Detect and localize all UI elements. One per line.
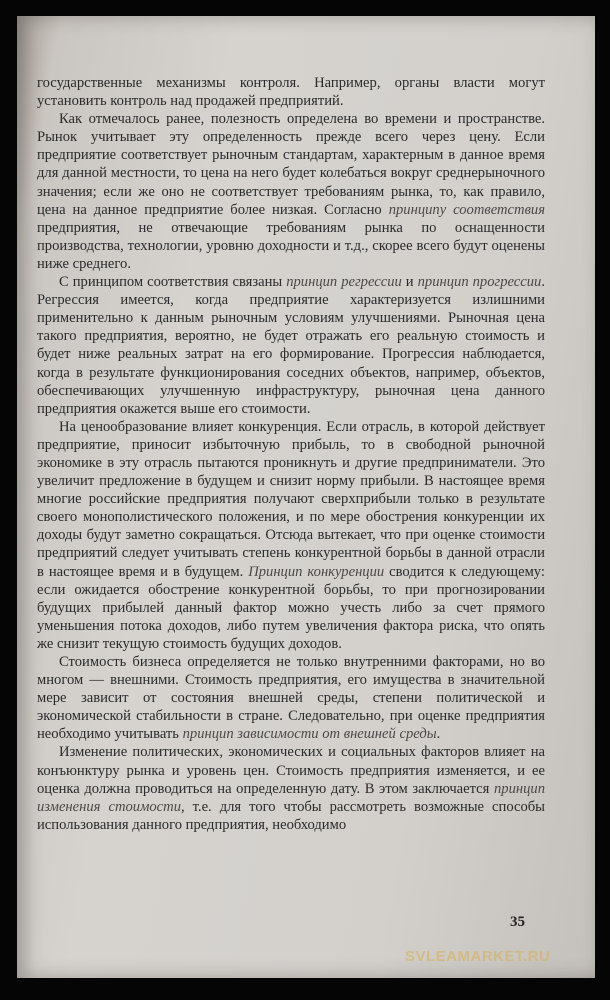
- italic-term: принцип регрессии: [286, 274, 402, 291]
- paragraph: [37, 74, 545, 110]
- watermark: SVLEAMARKET.RU: [405, 948, 551, 965]
- body-text: [37, 74, 545, 834]
- text-run: и: [401, 274, 418, 291]
- text-run: сводится к следующему: если ожидается обострение конкурентной борьбы, то при прогнозировании будущих прибылей данный фактор можно учесть либо за счет прямого уменьшения потока доходов, либо путем увеличения фактора риска, что опять же снизит текущую стоимость будущих доходов.: [37, 563, 545, 652]
- page-number: 35: [510, 914, 525, 930]
- paragraph: [37, 110, 545, 273]
- text-run: .: [436, 726, 441, 743]
- paragraph: [37, 273, 545, 418]
- text-run: предприятия, не отвечающие требованиям рынка по оснащенности производства, технологии, уровню доходности и т.д., скорее всего будут оценены ниже среднего.: [37, 219, 545, 272]
- italic-term: принцип зависимости от внешней среды: [182, 726, 437, 743]
- paragraph: [37, 653, 545, 743]
- book-page: [17, 16, 595, 978]
- text-run: На ценообразование влияет конкуренция. Если отрасль, в которой действует предприятие, приносит избыточную прибыль, то в свободной рыночной экономике в эту отрасль пытаются проникнуть и другие предприниматели. Это увеличит предложение в будущем и снизит норму прибыли. В настоящее время многие российские предприятия получают сверхприбыли только в результате своего монополистического положения, и по мере обострения конкуренции их доходы будут заметно сокращаться. Отсюда вытекает, что при оценке стоимости предприятий следует учитывать степень конкурентной борьбы в данной отрасли в настоящее время и в будущем.: [37, 418, 545, 580]
- italic-term: принципу соответствия: [388, 201, 545, 218]
- italic-term: Принцип конкуренции: [248, 563, 385, 580]
- text-run: Стоимость бизнеса определяется не только внутренними факторами, но во многом — внешними. Стоимость предприятия, его имущества в значительной мере зависит от состояния внешней среды, степени политической и экономической стабильности в стране. Следовательно, при оценке предприятия необходимо учитывать: [37, 654, 545, 743]
- paragraph: [37, 743, 545, 833]
- paragraph: [37, 418, 545, 653]
- italic-term: принцип изменения стоимости: [37, 780, 545, 815]
- text-run: государственные механизмы контроля. Например, органы власти могут установить контроль над продажей предприятий.: [37, 75, 545, 110]
- text-run: С принципом соответствия связаны: [59, 274, 287, 291]
- text-run: Как отмечалось ранее, полезность определена во времени и пространстве. Рынок учитывает эту определенность прежде всего через цену. Если предприятие соответствует рыночным стандартам, характерным в данное время для данной местности, то цена на него будет колебаться вокруг среднерыночного значения; если же оно не соответствует требованиям рынка, то, как правило, цена на данное предприятие более низкая. Согласно: [37, 111, 545, 218]
- text-run: , т.е. для того чтобы рассмотреть возможные способы использования данного предприятия, необходимо: [37, 798, 545, 833]
- italic-term: принцип прогрессии: [417, 274, 542, 291]
- text-run: . Регрессия имеется, когда предприятие характеризуется излишними применительно к данным рыночным условиям улучшениями. Рыночная цена такого предприятия, вероятно, не будет отражать его реальную стоимость и будет ниже реальных затрат на его формирование. Прогрессия наблюдается, когда в результате функционирования соседних объектов, например, объектов, обеспечивающих улучшенную инфраструктуру, рыночная цена данного предприятия окажется выше его стоимости.: [37, 274, 545, 417]
- text-run: Изменение политических, экономических и социальных факторов влияет на конъюнктуру рынка и уровень цен. Стоимость предприятия изменяется, и ее оценка должна проводиться на определенную дату. В этом заключается: [37, 744, 545, 797]
